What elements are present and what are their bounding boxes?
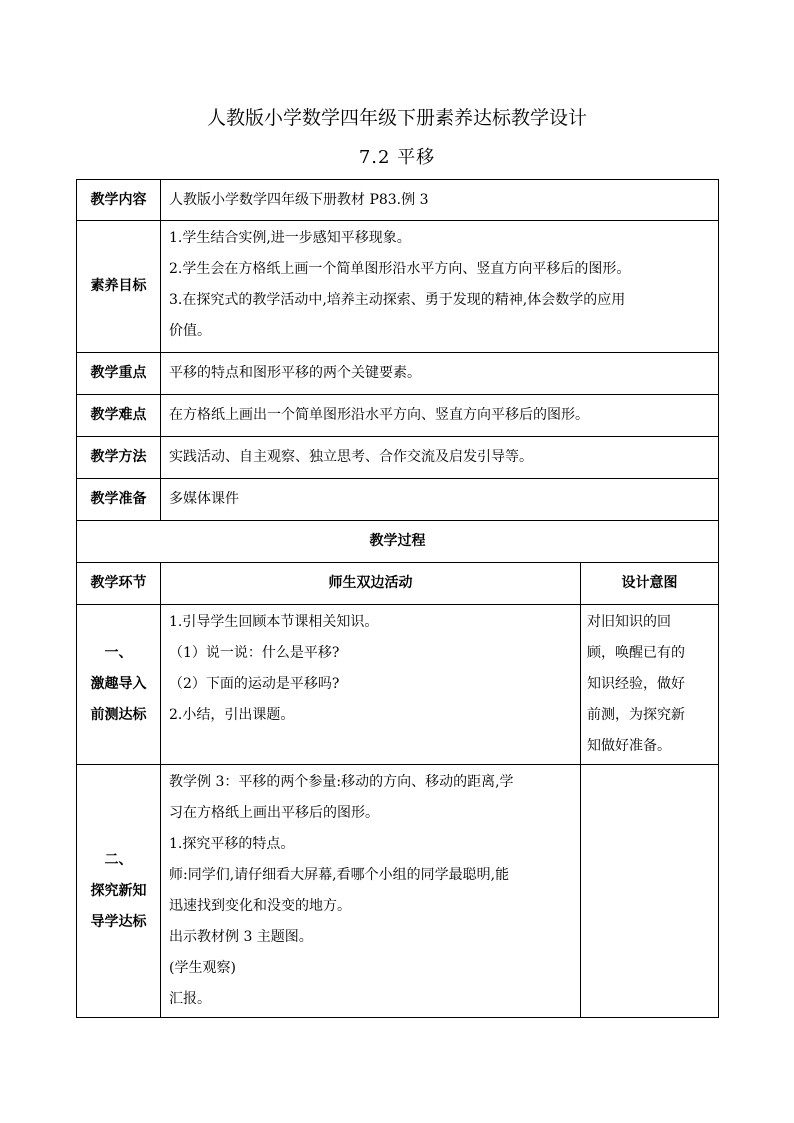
row-methods (77, 437, 719, 479)
stage-2-activity-line: 习在方格纸上画出平移后的图形。 (169, 805, 379, 821)
stage-2-activity-line: (学生观察) (169, 960, 236, 976)
value-teaching-content: 人教版小学数学四年级下册教材 P83.例 3 (161, 180, 719, 221)
stage-1-label-line: 前测达标 (90, 707, 147, 723)
value-methods: 实践活动、自主观察、独立思考、合作交流及启发引导等。 (161, 437, 719, 479)
row-teaching-content (77, 180, 719, 221)
stage-1-label-line: 一、 (104, 645, 133, 661)
stage-1-intent-line: 知做好准备。 (587, 738, 671, 754)
stage-2-label-line: 探究新知 (90, 882, 147, 899)
stage-1-label (77, 605, 161, 765)
goal-line: 价值。 (169, 323, 211, 339)
row-process-heading (77, 521, 719, 563)
stage-1-label-line: 激趣导入 (90, 676, 147, 692)
label-difficulties: 教学难点 (77, 395, 161, 437)
row-goals (77, 221, 719, 353)
label-goals: 素养目标 (77, 221, 161, 353)
value-key-points: 平移的特点和图形平移的两个关键要素。 (161, 353, 719, 395)
stage-1-intent-line: 对旧知识的回 (587, 614, 671, 630)
stage-1-intent (581, 605, 719, 765)
stage-1-intent-line: 顾，唤醒已有的 (587, 645, 685, 661)
row-difficulties (77, 395, 719, 437)
column-header-intent: 设计意图 (581, 563, 719, 605)
row-key-points (77, 353, 719, 395)
value-difficulties: 在方格纸上画出一个简单图形沿水平方向、竖直方向平移后的图形。 (161, 395, 719, 437)
row-process-columns (77, 563, 719, 605)
label-teaching-content: 教学内容 (77, 180, 161, 221)
stage-2-activity-line: 教学例 3：平移的两个参量:移动的方向、移动的距离,学 (169, 774, 514, 790)
row-preparation (77, 479, 719, 521)
goal-line: 1.学生结合实例,进一步感知平移现象。 (169, 230, 411, 246)
goal-line: 2.学生会在方格纸上画一个简单图形沿水平方向、竖直方向平移后的图形。 (169, 261, 631, 277)
row-stage-2 (77, 765, 719, 1018)
label-key-points: 教学重点 (77, 353, 161, 395)
value-preparation: 多媒体课件 (161, 479, 719, 521)
stage-1-activity-line: （1）说一说：什么是平移? (169, 645, 340, 661)
stage-1-intent-line: 知识经验，做好 (587, 676, 685, 692)
stage-2-intent (581, 765, 719, 1018)
stage-2-activity (161, 765, 581, 1018)
value-goals (161, 221, 719, 353)
stage-1-activity-line: （2）下面的运动是平移吗? (169, 676, 340, 692)
lesson-plan-table (76, 179, 719, 1018)
stage-2-label-line: 二、 (104, 851, 133, 868)
process-heading: 教学过程 (77, 521, 719, 563)
stage-1-activity (161, 605, 581, 765)
stage-2-activity-line: 汇报。 (169, 991, 211, 1007)
stage-2-activity-line: 出示教材例 3 主题图。 (169, 929, 313, 945)
document-title: 人教版小学数学四年级下册素养达标教学设计 (206, 107, 587, 129)
row-stage-1 (77, 605, 719, 765)
goal-line: 3.在探究式的教学活动中,培养主动探索、勇于发现的精神,体会数学的应用 (169, 292, 626, 308)
document-subtitle: 7.2 平移 (358, 147, 436, 168)
label-methods: 教学方法 (77, 437, 161, 479)
stage-2-activity-line: 师:同学们,请仔细看大屏幕,看哪个小组的同学最聪明,能 (169, 867, 510, 883)
stage-2-activity-line: 迅速找到变化和没变的地方。 (169, 898, 351, 914)
column-header-stage: 教学环节 (77, 563, 161, 605)
stage-1-activity-line: 2.小结，引出课题。 (169, 707, 295, 723)
column-header-activity: 师生双边活动 (161, 563, 581, 605)
stage-1-activity-line: 1.引导学生回顾本节课相关知识。 (169, 614, 379, 630)
stage-2-label-line: 导学达标 (90, 913, 147, 930)
stage-2-activity-line: 1.探究平移的特点。 (169, 836, 295, 852)
label-preparation: 教学准备 (77, 479, 161, 521)
stage-1-intent-line: 前测，为探究新 (587, 707, 685, 723)
stage-2-label (77, 765, 161, 1018)
